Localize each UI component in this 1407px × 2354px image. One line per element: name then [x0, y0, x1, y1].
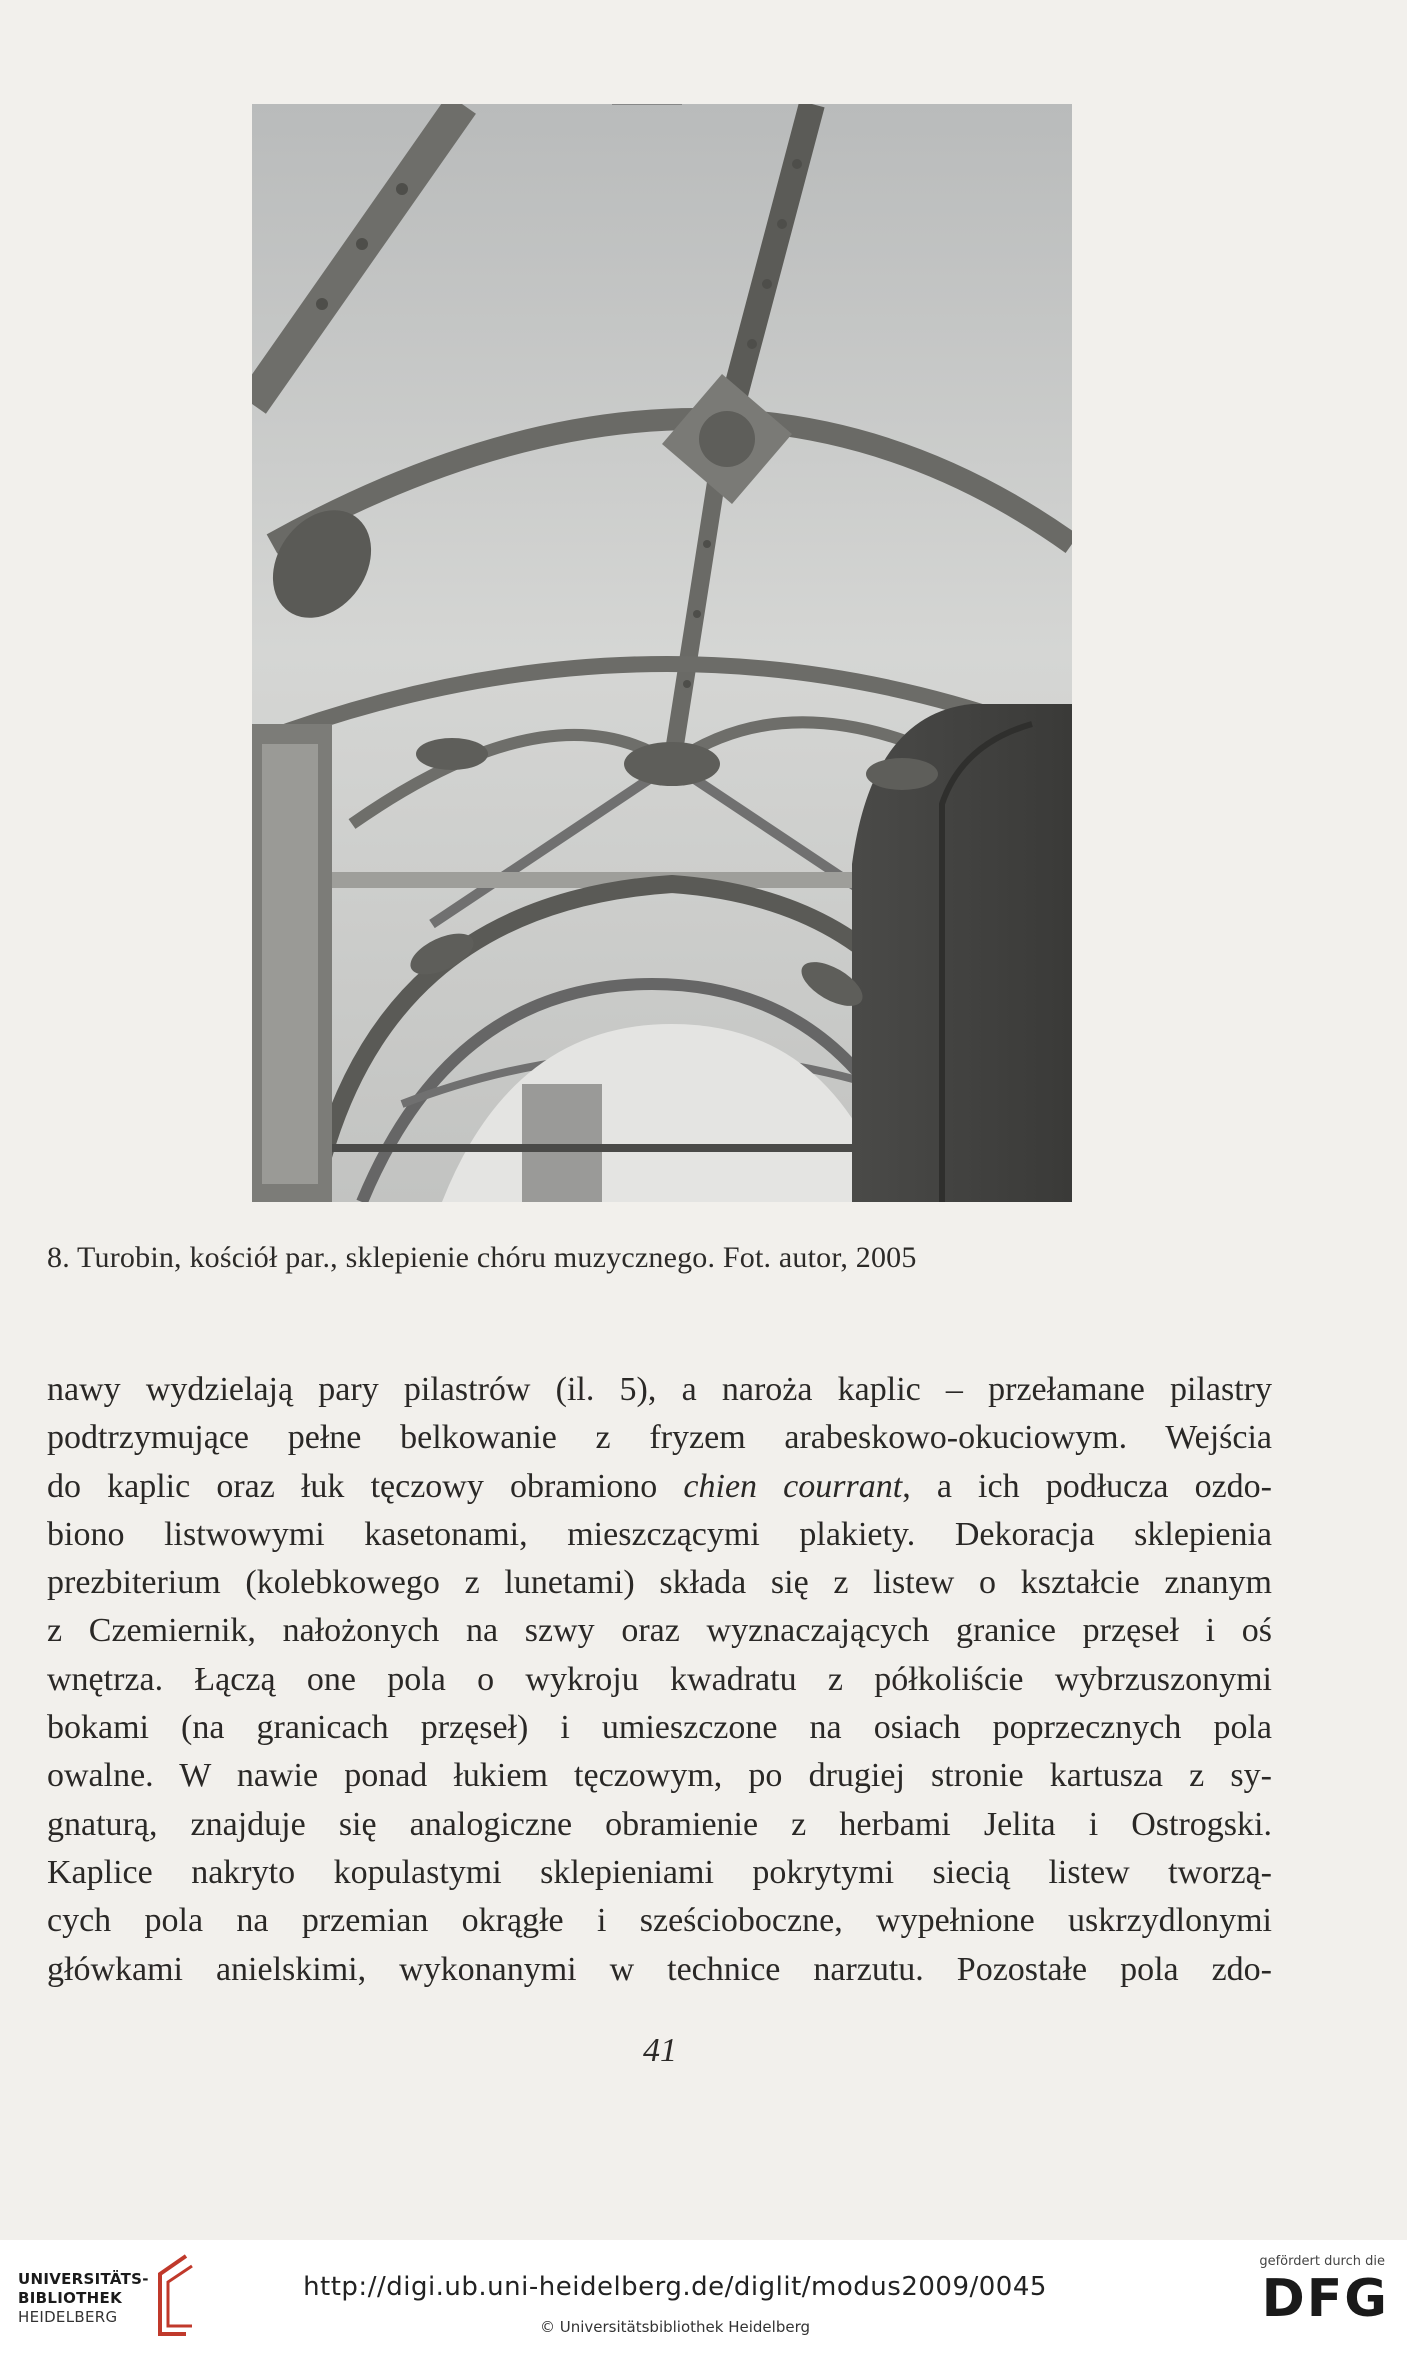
page-number: 41 — [643, 2032, 677, 2069]
source-url-link[interactable]: http://digi.ub.uni-heidelberg.de/diglit/modus2009/0045 — [303, 2272, 1047, 2302]
vault-photo-image — [252, 104, 1072, 1202]
body-line-with-italic — [47, 1463, 1272, 1511]
library-city: HEIDELBERG — [18, 2308, 118, 2326]
figure-caption: 8. Turobin, kościół par., sklepienie chóru muzycznego. Fot. autor, 2005 — [47, 1241, 917, 1274]
library-name-line: UNIVERSITÄTS- — [18, 2270, 149, 2288]
body-line: podtrzymujące pełne belkowanie z fryzem arabeskowo-okuciowym. Wejścia — [47, 1419, 1272, 1457]
body-text — [47, 1366, 1272, 1994]
body-line: bionο listwowymi kasetonami, mieszczącymi plakiety. Dekoracja sklepienia — [47, 1515, 1272, 1553]
vault-photograph — [252, 104, 1072, 1202]
body-line: cych pola na przemian okrągłe i sześcioboczne, wypełnione uskrzydlonymi — [47, 1902, 1272, 1940]
funder-block — [1229, 2254, 1389, 2346]
body-line: bokami (na granicach przęseł) i umieszczone na osiach poprzecznych pola — [47, 1709, 1272, 1747]
body-line: z Czemiernik, nałożonych na szwy oraz wyznaczających granice przęseł i oś — [47, 1612, 1272, 1650]
body-line-segment: , a ich podłucza ozdo- — [902, 1467, 1272, 1505]
copyright-notice: © Universitätsbibliothek Heidelberg — [539, 2318, 810, 2336]
body-line: nawy wydzielają pary pilastrów (il. 5), a naroża kaplic – przełamane pilastry — [47, 1371, 1272, 1408]
body-line: Kaplice nakryto kopulastymi sklepieniami pokrytymi siecią listew tworzą- — [47, 1853, 1272, 1891]
funded-by-label: gefördert durch die — [1259, 2254, 1385, 2269]
body-line: owalne. W nawie ponad łukiem tęczowym, po drugiej stronie kartusza z sy- — [47, 1757, 1272, 1795]
dfg-logo: DFG — [1261, 2269, 1389, 2329]
body-line: gnaturą, znajduje się analogiczne obramienie z herbami Jelita i Ostrogski. — [47, 1805, 1272, 1843]
digitization-footer — [0, 2240, 1407, 2354]
body-line: wnętrza. Łączą one pola o wykroju kwadratu z półkoliście wybrzuszonymi — [47, 1660, 1272, 1698]
body-line-segment: do kaplic oraz łuk tęczowy obramiono — [47, 1467, 658, 1505]
body-line: prezbiterium (kolebkowego z lunetami) składa się z listew o kształcie znanym — [47, 1564, 1272, 1602]
italic-phrase: chien courrant — [683, 1467, 903, 1505]
library-name-line: BIBLIOTHEK — [18, 2289, 122, 2307]
body-line: główkami anielskimi, wykonanymi w technice narzutu. Pozostałe pola zdo- — [47, 1950, 1272, 1988]
